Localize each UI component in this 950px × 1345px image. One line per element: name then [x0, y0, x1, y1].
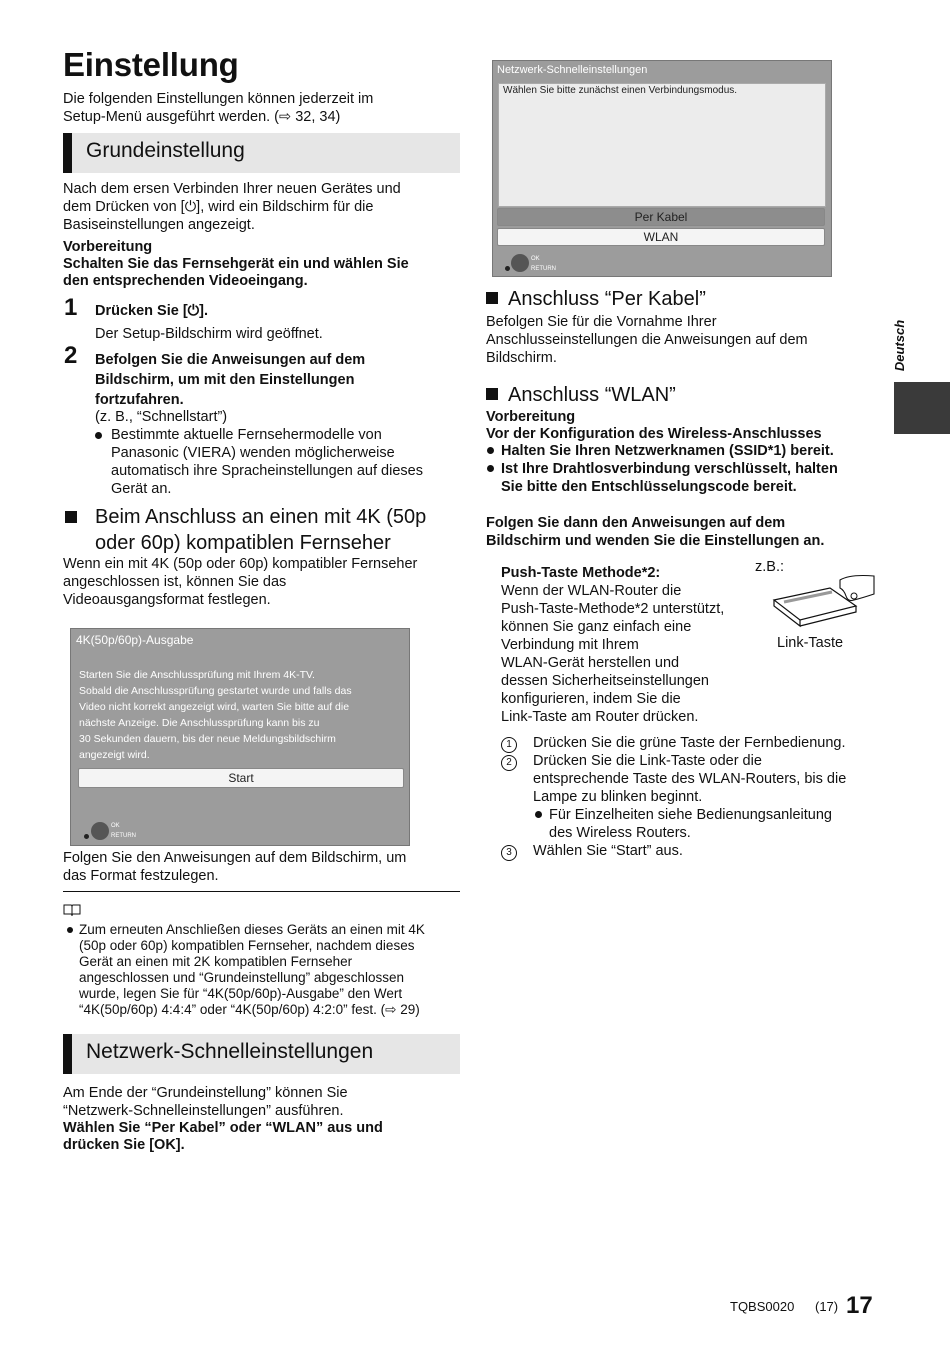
step-1-text: Der Setup-Bildschirm wird geöffnet. [95, 326, 323, 342]
message-panel [498, 83, 826, 207]
dot-icon [505, 266, 510, 271]
step-number: 1 [501, 737, 517, 753]
bullet-dot [487, 465, 494, 472]
note-text: Zum erneuten Anschließen dieses Geräts an einen mit 4K (50p oder 60p) kompatiblen Fernseher, nachdem dieses Gerät an einen mit 2K kompatiblen Fernseher angeschlossen und “Grundeinstellung” abgeschlossen wurde, legen Sie für “4K(50p/60p)-Ausgabe” den Wert “4K(50p/60p) 4:4:4” oder “4K(50p/60p) 4:2:0” fest. (⇨ 29) [63, 922, 425, 1018]
square-bullet-icon [486, 292, 498, 304]
fourk-heading: Beim Anschluss an einen mit 4K (50p oder 60p) kompatiblen Fernseher [63, 504, 426, 556]
step-1-title: Drücken Sie [⏻]. [95, 303, 208, 319]
step-number: 3 [501, 845, 517, 861]
per-kabel-option[interactable]: Per Kabel [497, 208, 825, 226]
grund-preparation: Vorbereitung Schalten Sie das Fernsehgerät ein und wählen Sie den entsprechenden Videoeingang. [63, 239, 409, 289]
page-number: 17 [846, 1292, 873, 1319]
book-icon [63, 903, 81, 917]
intro-text: Die folgenden Einstellungen können jederzeit im Setup-Menü ausgeführt werden. (⇨ 32, 34) [63, 91, 374, 125]
return-hint: RETURN [111, 833, 136, 839]
remote-navigation-icon [511, 254, 529, 272]
divider [63, 891, 460, 892]
page-ref: (17) [815, 1299, 839, 1314]
screen-message: Wählen Sie bitte zunächst einen Verbindungsmodus. [503, 85, 738, 96]
prep-label: Vorbereitung [63, 239, 153, 255]
square-bullet-icon [486, 388, 498, 400]
step-number: 2 [501, 755, 517, 771]
screen-title: Netzwerk-Schnelleinstellungen [497, 64, 648, 76]
push-text: Wenn der WLAN-Router die Push-Taste-Methode*2 unterstützt, können Sie ganz einfach eine Verbindung mit Ihrem WLAN-Gerät herstellen und dessen Sicherheitseinstellungen konfigurieren, indem Sie die Link-Taste am Router drücken. [501, 583, 725, 725]
kabel-paragraph: Befolgen Sie für die Vornahme Ihrer Anschlusseinstellungen die Anweisungen auf dem Bildschirm. [486, 314, 808, 366]
page-title: Einstellung [63, 46, 239, 83]
start-button[interactable]: Start [78, 768, 404, 788]
push-title: Push-Taste Methode*2: [501, 565, 661, 581]
netz-instruction: Wählen Sie “Per Kabel” oder “WLAN” aus und drücken Sie [OK]. [63, 1120, 383, 1153]
ok-hint: OK [531, 256, 540, 262]
netz-paragraph: Am Ende der “Grundeinstellung” können Sie “Netzwerk-Schnelleinstellungen” ausführen. [63, 1085, 348, 1119]
wlan-step-3: 3 Wählen Sie “Start” aus. [501, 842, 517, 861]
dot-icon [84, 834, 89, 839]
language-side-tab [894, 382, 950, 434]
ok-hint: OK [111, 823, 120, 829]
wlan-preparation: Vorbereitung Vor der Konfiguration des Wireless-Anschlusses [486, 409, 822, 442]
bullet-dot [95, 432, 102, 439]
square-bullet-icon [65, 511, 77, 523]
bullet-dot [67, 927, 73, 933]
grund-paragraph: Nach dem ersen Verbinden Ihrer neuen Gerätes und dem Drücken von [⏻], wird ein Bildschirm für die Basiseinstellungen angezeigt. [63, 181, 401, 233]
router-illustration [770, 572, 878, 630]
screen-message: Starten Sie die Anschlussprüfung mit Ihrem 4K-TV. Sobald die Anschlussprüfung gestartet wurde und falls das Video nicht korrekt angezeigt wird, warten Sie bitte auf die nächste Anzeige. Die Anschlussprüfung kann bis zu 30 Sekunden dauern, bis der neue Meldungsbildschirm angezeigt wird. [79, 669, 352, 761]
wlan-heading: Anschluss “WLAN” [486, 382, 676, 408]
network-setup-screen [492, 60, 832, 277]
screen-title: 4K(50p/60p)-Ausgabe [76, 633, 194, 647]
step-2-title: Befolgen Sie die Anweisungen auf dem Bildschirm, um mit den Einstellungen fortzufahren. [95, 352, 366, 408]
wlan-step-1: 1 Drücken Sie die grüne Taste der Fernbedienung. [501, 734, 517, 753]
link-button-label: Link-Taste [777, 635, 844, 651]
language-side-label: Deutsch [892, 319, 908, 372]
fourk-after-text: Folgen Sie den Anweisungen auf dem Bildschirm, um das Format festzulegen. [63, 850, 407, 884]
step-2-bullet: Bestimmte aktuelle Fernsehermodelle von Panasonic (VIERA) wenden möglicherweise automatisch ihre Spracheinstellungen auf dieses Gerät an. [95, 426, 423, 498]
wlan-bullets: Halten Sie Ihren Netzwerknamen (SSID*1) bereit. Ist Ihre Drahtlosverbindung verschlüsselt, halten Sie bitte den Entschlüsselungscode bereit. [486, 442, 838, 496]
kabel-heading: Anschluss “Per Kabel” [486, 286, 706, 312]
step-2-number: 2 [64, 342, 78, 369]
wlan-step-2: 2 Drücken Sie die Link-Taste oder die entsprechende Taste des WLAN-Routers, bis die Lampe zu blinken beginnt. Für Einzelheiten siehe Bedienungsanleitung des Wireless Routers. [501, 752, 517, 771]
fourk-output-screen [70, 628, 410, 846]
doc-code: TQBS0020 [730, 1299, 795, 1314]
section-netzwerk: Netzwerk-Schnelleinstellungen [63, 1034, 460, 1074]
bullet-dot [535, 811, 542, 818]
wlan-option[interactable]: WLAN [497, 228, 825, 246]
fourk-paragraph: Wenn ein mit 4K (50p oder 60p) kompatibler Fernseher angeschlossen ist, können Sie das Videoausgangsformat festlegen. [63, 556, 418, 608]
bullet-dot [487, 447, 494, 454]
remote-navigation-icon [91, 822, 109, 840]
return-hint: RETURN [531, 266, 556, 272]
step-1-number: 1 [64, 294, 78, 321]
example-label: z.B.: [755, 559, 785, 575]
wlan-follow: Folgen Sie dann den Anweisungen auf dem Bildschirm und wenden Sie die Einstellungen an. [486, 515, 825, 549]
section-grundeinstellung: Grundeinstellung [63, 133, 460, 173]
step-2-example: (z. B., “Schnellstart”) [95, 409, 228, 425]
